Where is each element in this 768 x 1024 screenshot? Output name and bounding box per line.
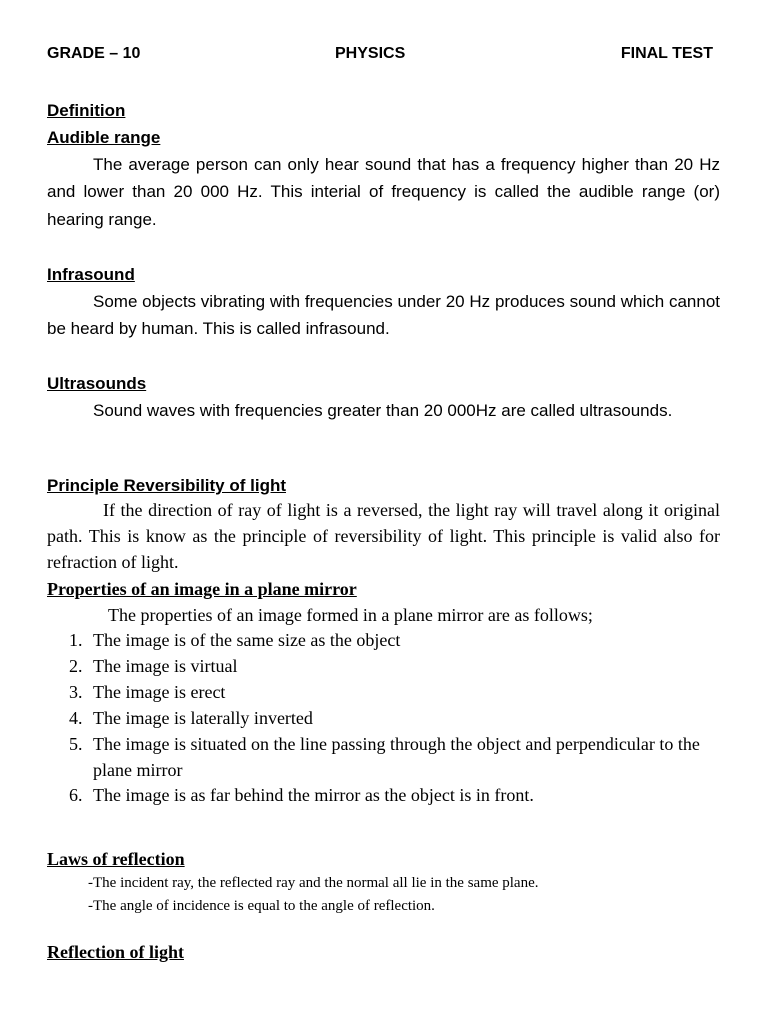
plane-mirror-heading: Properties of an image in a plane mirror [47, 579, 357, 599]
ultrasound-section [47, 370, 720, 424]
header-subject: PHYSICS [335, 45, 406, 62]
audible-range-heading: Audible range [47, 128, 161, 147]
ultrasound-text [47, 397, 720, 424]
ultrasound-heading: Ultrasounds [47, 374, 147, 393]
property-item [47, 732, 720, 784]
property-number: 5. [69, 733, 83, 754]
property-item [47, 654, 720, 680]
property-text: The image is as far behind the mirror as the object is in front. [93, 785, 534, 806]
property-number: 6. [69, 785, 83, 806]
property-item [47, 680, 720, 706]
reversibility-body: If the direction of ray of light is a reversed, the light ray will travel along it original path. This is know as the principle of reversibility of light. This principle is valid also for refraction of light. [47, 500, 720, 572]
law-item: -The angle of incidence is equal to the angle of reflection. [88, 898, 435, 914]
reflection-section [47, 939, 720, 965]
reflection-heading: Reflection of light [47, 942, 184, 962]
definition-section [47, 97, 720, 233]
infrasound-body: Some objects vibrating with frequencies under 20 Hz produces sound which cannot be heard by human. This is called infrasound. [47, 292, 720, 339]
property-item [47, 628, 720, 654]
property-item [47, 783, 720, 809]
audible-range-body: The average person can only hear sound that has a frequency higher than 20 Hz and lower than 20 000 Hz. This interial of frequency is called the audible range (or) hearing range. [47, 155, 720, 229]
laws-heading: Laws of reflection [47, 849, 185, 869]
page-header [47, 45, 713, 67]
laws-section [47, 846, 720, 918]
property-number: 4. [69, 707, 83, 728]
ultrasound-body: Sound waves with frequencies greater than 20 000Hz are called ultrasounds. [93, 401, 673, 420]
property-text: The image is virtual [93, 655, 238, 676]
audible-range-text [47, 151, 720, 233]
infrasound-heading: Infrasound [47, 265, 135, 284]
definition-title: Definition [47, 101, 126, 120]
property-text: The image is laterally inverted [93, 707, 313, 728]
law-item: -The incident ray, the reflected ray and the normal all lie in the same plane. [88, 875, 539, 891]
plane-mirror-section [47, 576, 720, 809]
reversibility-heading: Principle Reversibility of light [47, 476, 286, 495]
plane-mirror-properties-list [47, 628, 720, 809]
property-text: The image is erect [93, 681, 226, 702]
header-grade: GRADE – 10 [47, 45, 141, 62]
reversibility-section [47, 472, 720, 499]
property-number: 2. [69, 655, 83, 676]
reversibility-text [47, 498, 720, 575]
property-text: The image is situated on the line passing through the object and perpendicular to the plane mirror [93, 733, 700, 780]
property-item [47, 706, 720, 732]
infrasound-section [47, 261, 720, 343]
infrasound-text [47, 288, 720, 343]
reversibility-body-block [47, 498, 720, 575]
plane-mirror-intro: The properties of an image formed in a plane mirror are as follows; [108, 605, 593, 625]
header-test-type: FINAL TEST [620, 45, 713, 62]
property-text: The image is of the same size as the object [93, 630, 401, 650]
property-number: 1. [69, 630, 83, 650]
property-number: 3. [69, 681, 83, 702]
